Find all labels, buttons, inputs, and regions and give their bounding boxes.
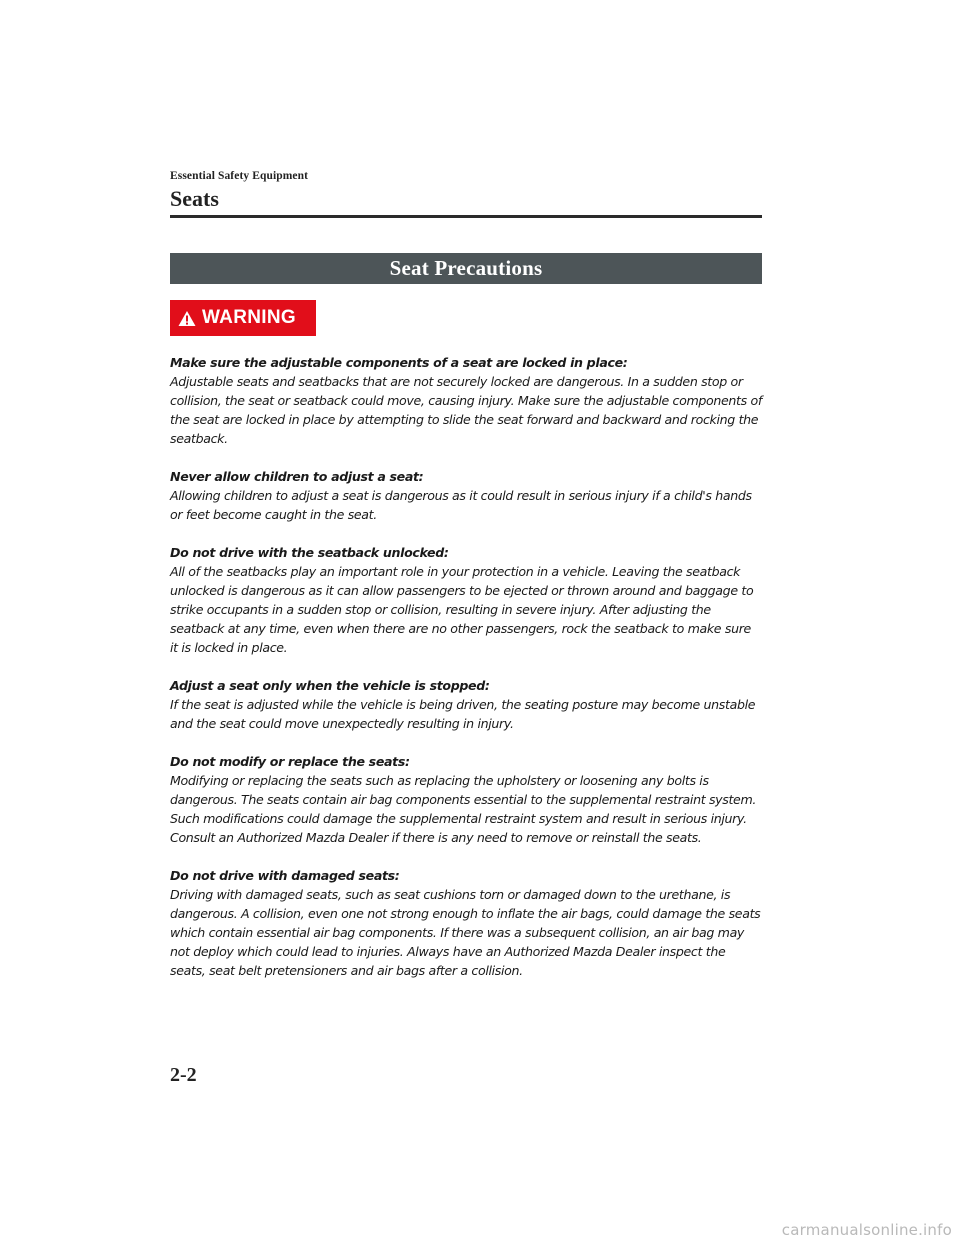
warning-label: WARNING [202, 307, 296, 328]
warning-item-heading: Make sure the adjustable components of a seat are locked in place: [170, 355, 628, 370]
chapter-divider [170, 215, 762, 218]
warning-item [170, 866, 762, 980]
warning-item-body: Allowing children to adjust a seat is dangerous as it could result in serious injury if a child's hands or feet become caught in the seat. [170, 488, 752, 522]
page-header [170, 170, 762, 212]
warning-item-body: All of the seatbacks play an important role in your protection in a vehicle. Leaving the seatback unlocked is dangerous as it can allow passengers to be ejected or thrown around and baggage to strike occupants in a sudden stop or collision, resulting in severe injury. After adjusting the seatback at any time, even when there are no other passengers, rock the seatback to make sure it is locked in place. [170, 564, 754, 655]
chapter-title: Seats [170, 186, 219, 211]
warning-item [170, 543, 762, 657]
warning-item-body: Adjustable seats and seatbacks that are not securely locked are dangerous. In a sudden stop or collision, the seat or seatback could move, causing injury. Make sure the adjustable components of the seat are locked in place by attempting to slide the seat forward and backward and rocking the seatback. [170, 374, 762, 446]
warning-item-heading: Do not modify or replace the seats: [170, 754, 410, 769]
chapter-kicker: Essential Safety Equipment [170, 170, 309, 182]
warning-item [170, 353, 762, 448]
page-number: 2-2 [170, 1064, 197, 1086]
section-title-banner: Seat Precautions [170, 253, 762, 284]
warning-badge [170, 300, 316, 336]
warning-triangle-icon [178, 310, 196, 327]
warning-content [170, 353, 762, 999]
warning-item-heading: Never allow children to adjust a seat: [170, 469, 424, 484]
warning-item-heading: Do not drive with damaged seats: [170, 868, 400, 883]
warning-item-heading: Do not drive with the seatback unlocked: [170, 545, 449, 560]
warning-item-body: Driving with damaged seats, such as seat cushions torn or damaged down to the urethane, is dangerous. A collision, even one not strong enough to inflate the air bags, could damage the seats which contain essential air bag components. If there was a subsequent collision, an air bag may not deploy which could lead to injuries. Always have an Authorized Mazda Dealer inspect the seats, seat belt pretensioners and air bags after a collision. [170, 887, 761, 978]
site-watermark: carmanualsonline.info [781, 1221, 952, 1239]
warning-item-heading: Adjust a seat only when the vehicle is stopped: [170, 678, 490, 693]
warning-item-body: Modifying or replacing the seats such as replacing the upholstery or loosening any bolts is dangerous. The seats contain air bag components essential to the supplemental restraint system. Such modifications could damage the supplemental restraint system and result in serious injury. Consult an Authorized Mazda Dealer if there is any need to remove or reinstall the seats. [170, 773, 757, 845]
warning-item [170, 752, 762, 847]
warning-item-body: If the seat is adjusted while the vehicle is being driven, the seating posture may become unstable and the seat could move unexpectedly resulting in injury. [170, 697, 756, 731]
warning-item [170, 467, 762, 524]
warning-item [170, 676, 762, 733]
